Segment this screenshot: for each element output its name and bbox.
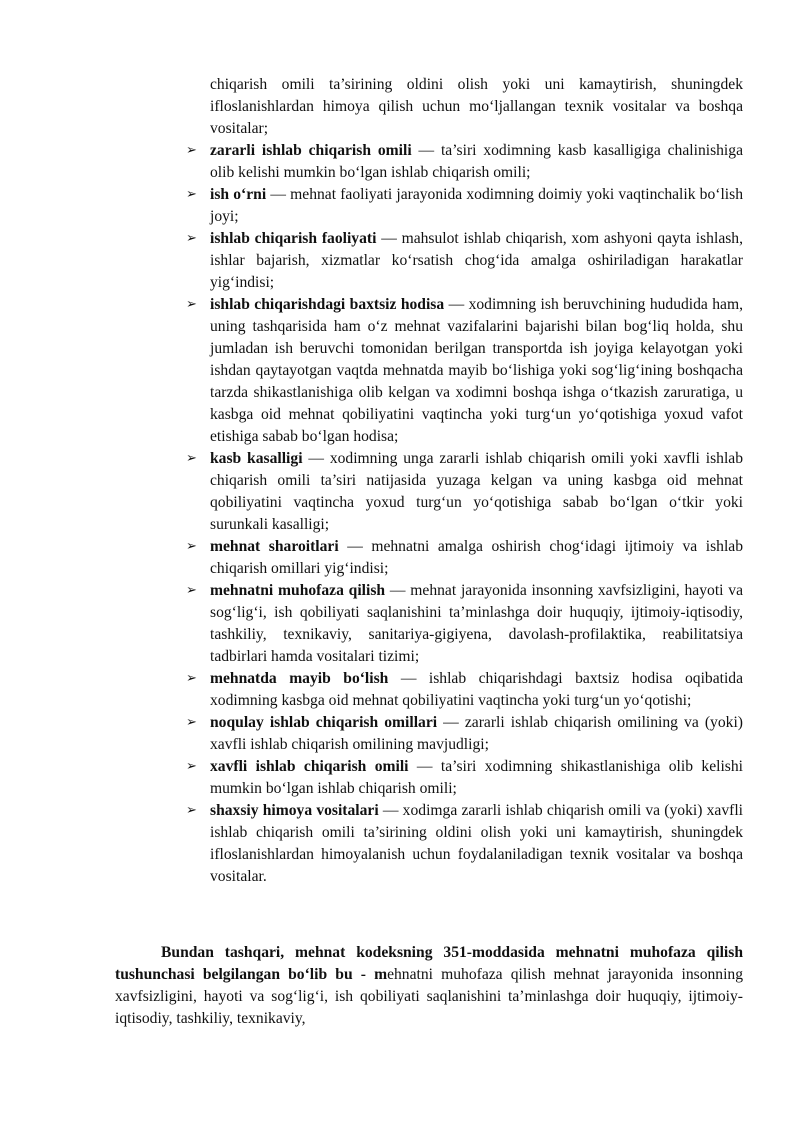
definition: — ishlab chiqarishdagi baxtsiz hodisa oqibatida xodimning kasbga oid mehnat qobiliyatini vaqtincha yoki turg‘un yo‘qotishi; <box>210 670 743 709</box>
list-item <box>186 712 743 756</box>
list-item <box>186 184 743 228</box>
definition: — mehnatni amalga oshirish chog‘idagi ijtimoiy va ishlab chiqarish omillari yig‘indisi; <box>210 538 743 577</box>
term: shaxsiy himoya vositalari <box>210 802 379 819</box>
definition: — mehnat faoliyati jarayonida xodimning doimiy yoki vaqtinchalik bo‘lish joyi; <box>210 186 743 225</box>
list-item <box>186 294 743 448</box>
definition: — mahsulot ishlab chiqarish, xom ashyoni qayta ishlash, ishlar bajarish, xizmatlar ko‘rsatish chog‘ida amalga oshiriladigan harakatlar yig‘indisi; <box>210 230 744 291</box>
arrow-bullet-icon: ➢ <box>186 539 197 554</box>
arrow-bullet-icon: ➢ <box>186 671 197 686</box>
definition: — xodimning ish beruvchining hududida ham, uning tashqarisida ham o‘z mehnat vazifalarini bajarishi bilan bog‘liq holda, shu jumladan ish beruvchi tomonidan berilgan transportda ish joyiga kelayotgan yoki ishdan qaytayotgan vaqtda mehnatda mayib bo‘lishiga yoki sog‘lig‘ining boshqacha tarzda shikastlanishiga olib kelgan va xodimni boshqa ishga o‘tkazish zaruratiga, u kasbga oid mehnat qobiliyatini vaqtincha yoki turg‘un yo‘qotishiga yoxud vafot etishiga sabab bo‘lgan hodisa; <box>210 296 743 445</box>
definition: — ta’siri xodimning kasb kasalligiga chalinishiga olib kelishi mumkin bo‘lgan ishlab chiqarish omili; <box>210 142 743 181</box>
arrow-bullet-icon: ➢ <box>186 715 197 730</box>
term: mehnatni muhofaza qilish <box>210 582 386 599</box>
list-item <box>186 580 743 668</box>
term: ishlab chiqarish faoliyati <box>210 230 377 247</box>
term: noqulay ishlab chiqarish omillari <box>210 714 438 731</box>
list-item <box>186 536 743 580</box>
definition: — zararli ishlab chiqarish omilining va (yoki) xavfli ishlab chiqarish omilining mavjudligi; <box>210 714 743 753</box>
term: xavfli ishlab chiqarish omili <box>210 758 409 775</box>
arrow-bullet-icon: ➢ <box>186 583 197 598</box>
arrow-bullet-icon: ➢ <box>186 297 197 312</box>
term: ish o‘rni <box>210 186 267 203</box>
list-item <box>186 800 743 888</box>
closing-bold-text: Bundan tashqari, mehnat kodeksning 351-moddasida mehnatni muhofaza qilish tushunchasi belgilangan bo‘lib bu - m <box>115 944 743 983</box>
arrow-bullet-icon: ➢ <box>186 451 197 466</box>
list-item-continuation <box>186 74 743 140</box>
arrow-bullet-icon: ➢ <box>186 803 197 818</box>
list-item <box>186 140 743 184</box>
term: zararli ishlab chiqarish omili <box>210 142 412 159</box>
list-item <box>186 228 743 294</box>
arrow-bullet-icon: ➢ <box>186 143 197 158</box>
term: kasb kasalligi <box>210 450 303 467</box>
definition: — ta’siri xodimning shikastlanishiga olib kelishi mumkin bo‘lgan ishlab chiqarish omili; <box>210 758 743 797</box>
list-item <box>186 756 743 800</box>
definitions-list <box>186 74 743 888</box>
closing-plain-text: ehnatni muhofaza qilish mehnat jarayonida insonning xavfsizligini, hayoti va sog‘lig‘i, ish qobiliyati saqlanishini ta’minlashga doir huquqiy, ijtimoiy-iqtisodiy, tashkiliy, texnikaviy, <box>115 966 744 1027</box>
closing-paragraph <box>115 942 743 1030</box>
continuation-text: chiqarish omili ta’sirining oldini olish yoki uni kamaytirish, shuningdek ifloslanishlardan himoya qilish uchun mo‘ljallangan texnik vositalar va boshqa vositalar; <box>210 76 743 137</box>
list-item <box>186 668 743 712</box>
term: mehnatda mayib bo‘lish <box>210 670 389 687</box>
list-item <box>186 448 743 536</box>
definition: — mehnat jarayonida insonning xavfsizligini, hayoti va sog‘lig‘i, ish qobiliyati saqlanishini ta’minlashga doir huquqiy, ijtimoiy-iqtisodiy, tashkiliy, texnikaviy, sanitariya-gigiyena, davolash-profilaktika, reabilitatsiya tadbirlari hamda vositalari tizimi; <box>210 582 743 665</box>
arrow-bullet-icon: ➢ <box>186 231 197 246</box>
term: ishlab chiqarishdagi baxtsiz hodisa <box>210 296 445 313</box>
term: mehnat sharoitlari <box>210 538 339 555</box>
definition: — xodimga zararli ishlab chiqarish omili va (yoki) xavfli ishlab chiqarish omili ta’sirining oldini olish yoki uni kamaytirish, shuningdek ifloslanishlardan himoyalanish uchun foydalaniladigan texnik vositalar va boshqa vositalar. <box>210 802 743 885</box>
arrow-bullet-icon: ➢ <box>186 187 197 202</box>
definition: — xodimning unga zararli ishlab chiqarish omili yoki xavfli ishlab chiqarish omili ta’siri natijasida yuzaga kelgan va uning kasbga oid mehnat qobiliyatini vaqtincha yoxud turg‘un yo‘qotishiga sabab bo‘lgan o‘tkir yoki surunkali kasalligi; <box>210 450 743 533</box>
arrow-bullet-icon: ➢ <box>186 759 197 774</box>
